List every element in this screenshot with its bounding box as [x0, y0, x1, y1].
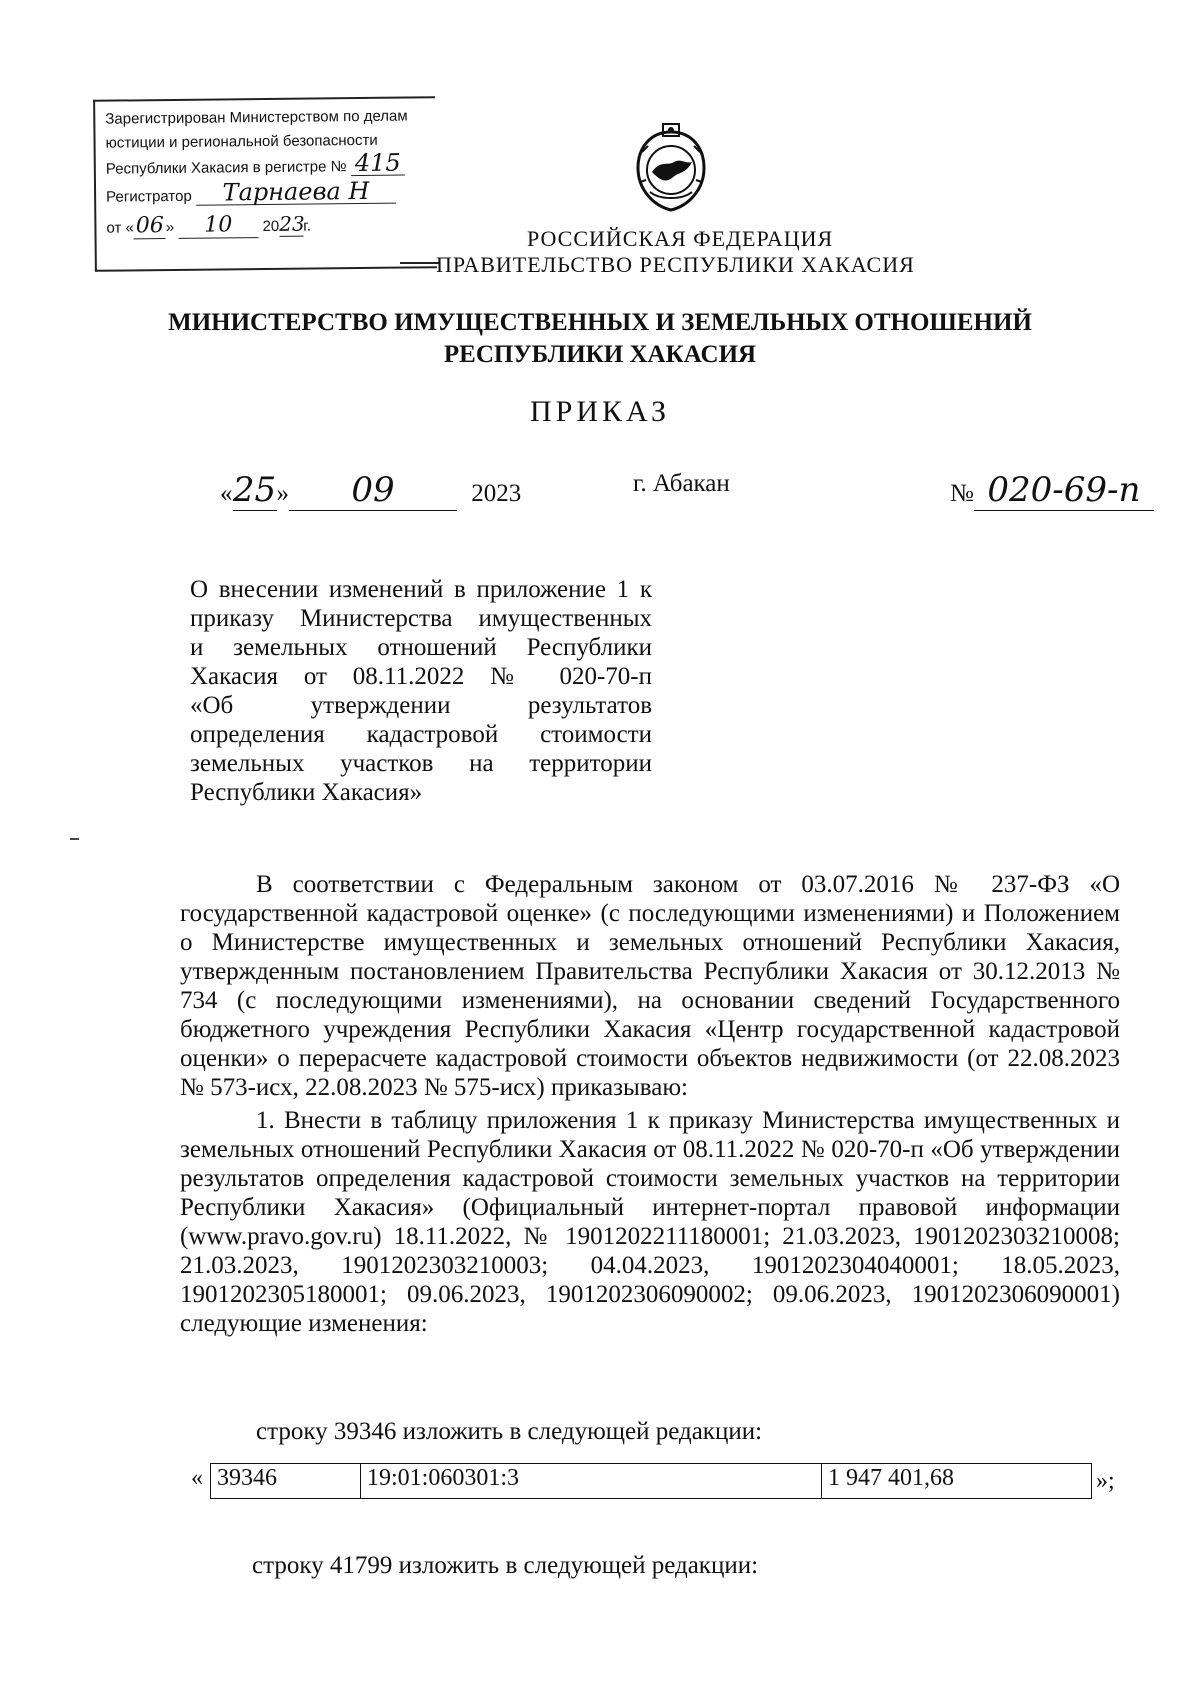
subject-line: Республики Хакасия»: [190, 779, 423, 806]
stamp-day: 06: [134, 214, 166, 239]
stamp-border-tail: [400, 262, 440, 264]
order-month: 09: [289, 470, 457, 511]
order-number-value: 020-69-п: [974, 470, 1154, 511]
ministry-title-line-2: РЕСПУБЛИКИ ХАКАСИЯ: [443, 341, 757, 368]
document-type-heading: ПРИКАЗ: [530, 395, 670, 428]
stamp-date-prefix: от «: [106, 219, 134, 237]
body-paragraph-2: 1. Внести в таблицу приложения 1 к приказу Министерства имущественных и земельных отношений Республики Хакасия от 08.11.2022 № 020-70-п «Об утверждении результатов определения кадастровой стоимости земельных участков на территории Республики Хакасия» (Официальный интернет-портал правовой информации (www.pravo.gov.ru) 18.11.2022, № 1901202211180001; 21.03.2023, 1901202303210008; 21.03.2023, 1901202303210003; 04.04.2023, 1901202304040001; 18.05.2023, 1901202305180001; 09.06.2023, 1901202306090002; 09.06.2023, 1901202306090001) следующие изменения:: [180, 1107, 1120, 1337]
order-subject: [190, 575, 652, 807]
stamp-line-4: Регистратор: [106, 187, 192, 206]
order-date: [220, 470, 521, 511]
ministry-title-line-1: МИНИСТЕРСТВО ИМУЩЕСТВЕННЫХ И ЗЕМЕЛЬНЫХ ОТНОШЕНИЙ: [168, 309, 1032, 336]
subject-line: Хакасия от 08.11.2022 № 020-70-п: [190, 663, 652, 690]
stamp-reg-number: 415: [351, 151, 405, 177]
order-year: 2023: [471, 480, 522, 507]
subject-line: и земельных отношений Республики: [190, 634, 652, 661]
cadastral-value-cell: 1 947 401,68: [828, 1465, 954, 1491]
subject-line: земельных участков на территории: [190, 750, 652, 777]
table-row: [210, 1463, 1092, 1499]
cadastral-number-cell: 19:01:060301:3: [361, 1464, 822, 1498]
country-line: РОССИЙСКАЯ ФЕДЕРАЦИЯ: [527, 226, 834, 251]
order-day: 25: [232, 470, 277, 510]
stamp-year-prefix: 20: [262, 217, 280, 236]
subject-line: определения кадастровой стоимости: [190, 721, 652, 748]
row-number-cell: 39346: [211, 1464, 361, 1498]
order-body: [180, 870, 1120, 1338]
stamp-date-mid: »: [165, 218, 175, 237]
row-quote-close: »;: [1096, 1468, 1115, 1494]
subject-line: «Об утверждении результатов: [190, 692, 652, 719]
edit-instruction-1: строку 39346 изложить в следующей редакции:: [256, 1418, 763, 1445]
stamp-date-suffix: г.: [303, 217, 312, 235]
government-line: ПРАВИТЕЛЬСТВО РЕСПУБЛИКИ ХАКАСИЯ: [436, 252, 915, 277]
khakassia-coat-of-arms-icon: [630, 122, 712, 214]
stamp-line-2: юстиции и региональной безопасности: [105, 131, 378, 152]
order-number: [950, 470, 1154, 511]
stamp-year-suffix: 23: [279, 211, 305, 236]
stamp-line-1: Зарегистрирован Министерством по делам: [105, 107, 408, 128]
date-quote-close: »: [276, 480, 289, 507]
edit-instruction-2: строку 41799 изложить в следующей редакции:: [252, 1552, 759, 1579]
margin-mark: [70, 838, 79, 840]
number-sign: №: [950, 480, 974, 507]
subject-line: О внесении изменений в приложение 1 к: [190, 576, 652, 603]
ministry-title: [0, 307, 1200, 371]
body-paragraph-1: В соответствии с Федеральным законом от 03.07.2016 № 237-ФЗ «О государственной кадастровой оценке» (с последующими изменениями) и Положением о Министерстве имущественных и земельных отношений Республики Хакасия, утвержденным постановлением Правительства Республики Хакасия от 30.12.2013 № 734 (с последующими изменениями), на основании сведений Государственного бюджетного учреждения Республики Хакасия «Центр государственной кадастровой оценки» о перерасчете кадастровой стоимости объектов недвижимости (от 22.08.2023 № 573-исх, 22.08.2023 № 575-исх) приказываю:: [180, 871, 1120, 1101]
order-city: г. Абакан: [633, 470, 730, 497]
stamp-line-3: Республики Хакасия в регистре №: [105, 158, 347, 178]
date-quote-open: «: [220, 480, 233, 507]
registration-stamp: [93, 96, 437, 272]
stamp-registrar-signature: Тарнаева Н: [196, 179, 396, 206]
row-quote-open: «: [191, 1465, 203, 1491]
subject-line: приказу Министерства имущественных: [190, 605, 652, 632]
stamp-month: 10: [178, 213, 258, 239]
